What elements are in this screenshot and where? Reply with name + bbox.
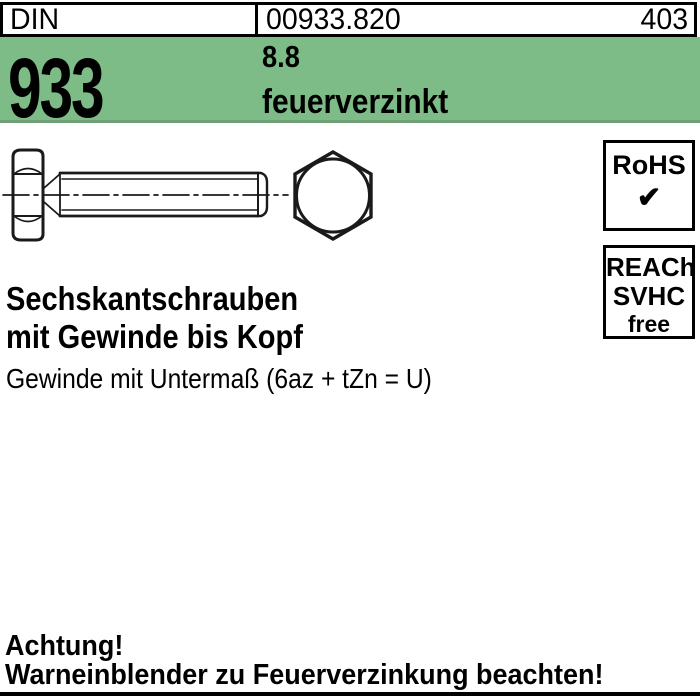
- rohs-badge: [603, 140, 695, 231]
- din-number: 933: [8, 41, 103, 135]
- bolt-technical-drawing: [0, 140, 480, 252]
- surface-finish: feuerverzinkt: [262, 83, 449, 121]
- title-line-1: Sechskantschrauben: [6, 280, 299, 317]
- reach-svhc-badge: [603, 245, 695, 339]
- strength-class: 8.8: [262, 39, 300, 74]
- thread-undersize-note: Gewinde mit Untermaß (6az + tZn = U): [6, 363, 432, 394]
- rohs-label: RoHS: [612, 150, 686, 180]
- free-label: free: [627, 311, 671, 337]
- hexagon-outline: [295, 152, 371, 239]
- reach-label: REACh: [606, 252, 696, 282]
- bolt-head-front-view: [295, 152, 371, 239]
- bottom-divider-rule: [0, 692, 700, 696]
- product-description-title: [6, 280, 303, 356]
- warning-heading: Achtung!: [5, 630, 124, 662]
- article-header-box: [255, 2, 697, 37]
- inscribed-circle: [297, 159, 370, 232]
- bolt-side-view: [3, 150, 288, 240]
- title-line-2: mit Gewinde bis Kopf: [6, 318, 303, 355]
- check-icon: ✔: [636, 182, 662, 214]
- product-title-band: [0, 37, 700, 135]
- din-standard-label: DIN: [10, 2, 60, 36]
- warning-text: Warneinblender zu Feuerverzinkung beachten!: [5, 659, 604, 691]
- svhc-label: SVHC: [612, 281, 686, 311]
- article-number: 00933.820: [266, 2, 401, 36]
- din-standard-box: [0, 2, 258, 37]
- catalog-page-number: 403: [640, 2, 688, 36]
- warning-block: [5, 632, 603, 690]
